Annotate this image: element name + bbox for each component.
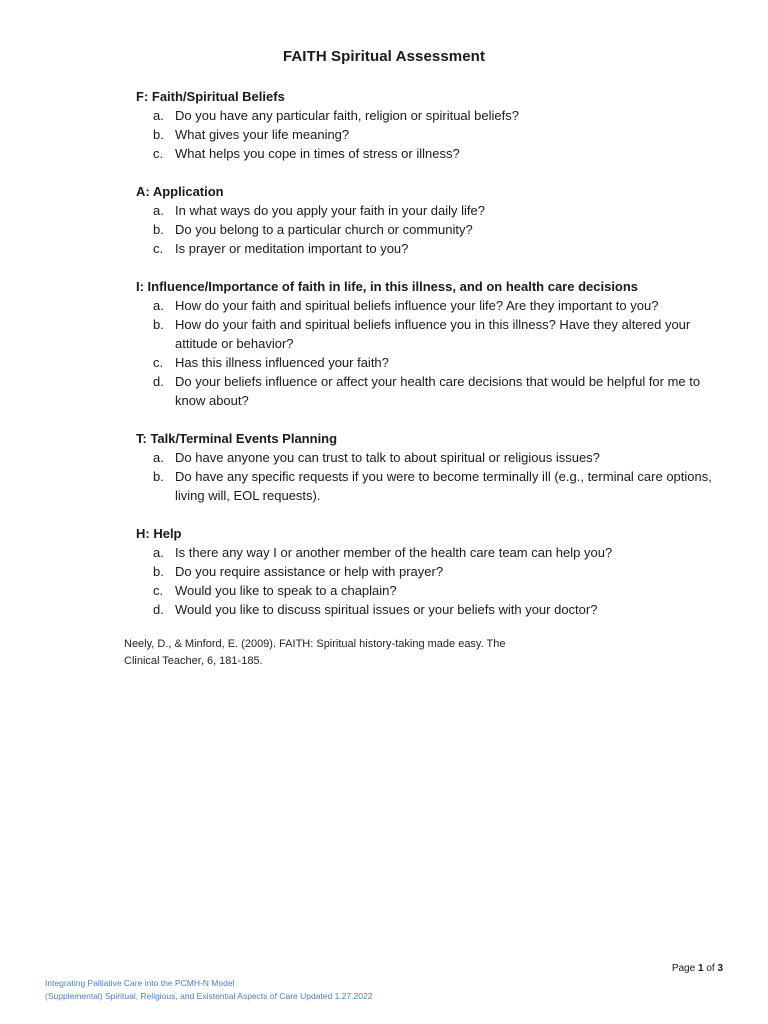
list-marker: c. <box>153 583 164 598</box>
footer-line: Integrating Palliative Care into the PCMH-N Model <box>45 978 235 988</box>
section-influence <box>136 277 726 410</box>
list-item <box>136 125 726 144</box>
list-item <box>136 467 726 505</box>
page-total: 3 <box>717 963 723 974</box>
citation-line: Clinical Teacher, 6, 181-185. <box>124 655 263 667</box>
list-marker: a. <box>153 298 164 313</box>
section-heading-influence: I: Influence/Importance of faith in life, in this illness, and on health care decisions <box>136 279 639 294</box>
question-text: Do your beliefs influence or affect your health care decisions that would be helpful for me to know about? <box>175 374 701 408</box>
list-marker: a. <box>153 108 164 123</box>
list-marker: b. <box>153 564 164 579</box>
list-item <box>136 543 726 562</box>
list-marker: b. <box>153 127 164 142</box>
question-text: What helps you cope in times of stress or illness? <box>175 146 460 161</box>
question-list-help <box>136 543 726 619</box>
page-label: Page <box>671 963 696 974</box>
question-list-influence <box>136 296 726 410</box>
list-marker: b. <box>153 317 164 332</box>
question-text: How do your faith and spiritual beliefs influence your life? Are they important to you? <box>175 298 659 313</box>
question-list-application <box>136 201 726 258</box>
list-marker: c. <box>153 146 164 161</box>
section-heading-application: A: Application <box>136 184 224 199</box>
section-heading-talk: T: Talk/Terminal Events Planning <box>136 431 338 446</box>
footer-line: (Supplemental) Spiritual, Religious, and Existential Aspects of Care Updated 1.27.2022 <box>45 991 373 1001</box>
question-list-talk <box>136 448 726 505</box>
list-item <box>136 106 726 125</box>
list-marker: b. <box>153 222 164 237</box>
list-item <box>136 600 726 619</box>
question-text: Do you belong to a particular church or community? <box>175 222 473 237</box>
list-item <box>136 315 726 353</box>
list-item <box>136 296 726 315</box>
list-marker: b. <box>153 469 164 484</box>
list-item <box>136 562 726 581</box>
list-item <box>136 239 726 258</box>
question-text: In what ways do you apply your faith in your daily life? <box>175 203 486 218</box>
question-text: Do you require assistance or help with prayer? <box>175 564 444 579</box>
page-current: 1 <box>697 963 704 974</box>
question-text: What gives your life meaning? <box>175 127 350 142</box>
list-marker: a. <box>153 545 164 560</box>
list-item <box>136 201 726 220</box>
page-of: of <box>706 963 715 974</box>
question-text: Do you have any particular faith, religion or spiritual beliefs? <box>175 108 519 123</box>
citation <box>124 636 564 670</box>
list-item <box>136 353 726 372</box>
list-item <box>136 581 726 600</box>
page-number <box>672 963 723 974</box>
question-text: Do have any specific requests if you were to become terminally ill (e.g., terminal care options, living will, EOL requests). <box>175 469 712 503</box>
question-text: Is prayer or meditation important to you? <box>175 241 409 256</box>
list-marker: d. <box>153 602 164 617</box>
question-text: Do have anyone you can trust to talk to about spiritual or religious issues? <box>175 450 600 465</box>
assessment-content <box>136 87 726 638</box>
list-marker: a. <box>153 203 164 218</box>
question-text: Is there any way I or another member of the health care team can help you? <box>175 545 613 560</box>
list-item <box>136 144 726 163</box>
list-marker: d. <box>153 374 164 389</box>
list-item <box>136 448 726 467</box>
question-list-faith <box>136 106 726 163</box>
question-text: How do your faith and spiritual beliefs influence you in this illness? Have they altered your attitude or behavior? <box>175 317 691 351</box>
citation-line: Neely, D., & Minford, E. (2009). FAITH: Spiritual history-taking made easy. The <box>124 638 506 650</box>
list-marker: c. <box>153 241 164 256</box>
page-footer <box>45 977 372 1003</box>
question-text: Would you like to discuss spiritual issues or your beliefs with your doctor? <box>175 602 598 617</box>
section-heading-faith: F: Faith/Spiritual Beliefs <box>136 89 285 104</box>
document-title: FAITH Spiritual Assessment <box>282 48 486 65</box>
question-text: Would you like to speak to a chaplain? <box>175 583 397 598</box>
section-talk <box>136 429 726 505</box>
section-heading-help: H: Help <box>136 526 182 541</box>
section-faith <box>136 87 726 163</box>
list-marker: c. <box>153 355 164 370</box>
list-item <box>136 220 726 239</box>
list-item <box>136 372 726 410</box>
list-marker: a. <box>153 450 164 465</box>
section-application <box>136 182 726 258</box>
question-text: Has this illness influenced your faith? <box>175 355 389 370</box>
section-help <box>136 524 726 619</box>
